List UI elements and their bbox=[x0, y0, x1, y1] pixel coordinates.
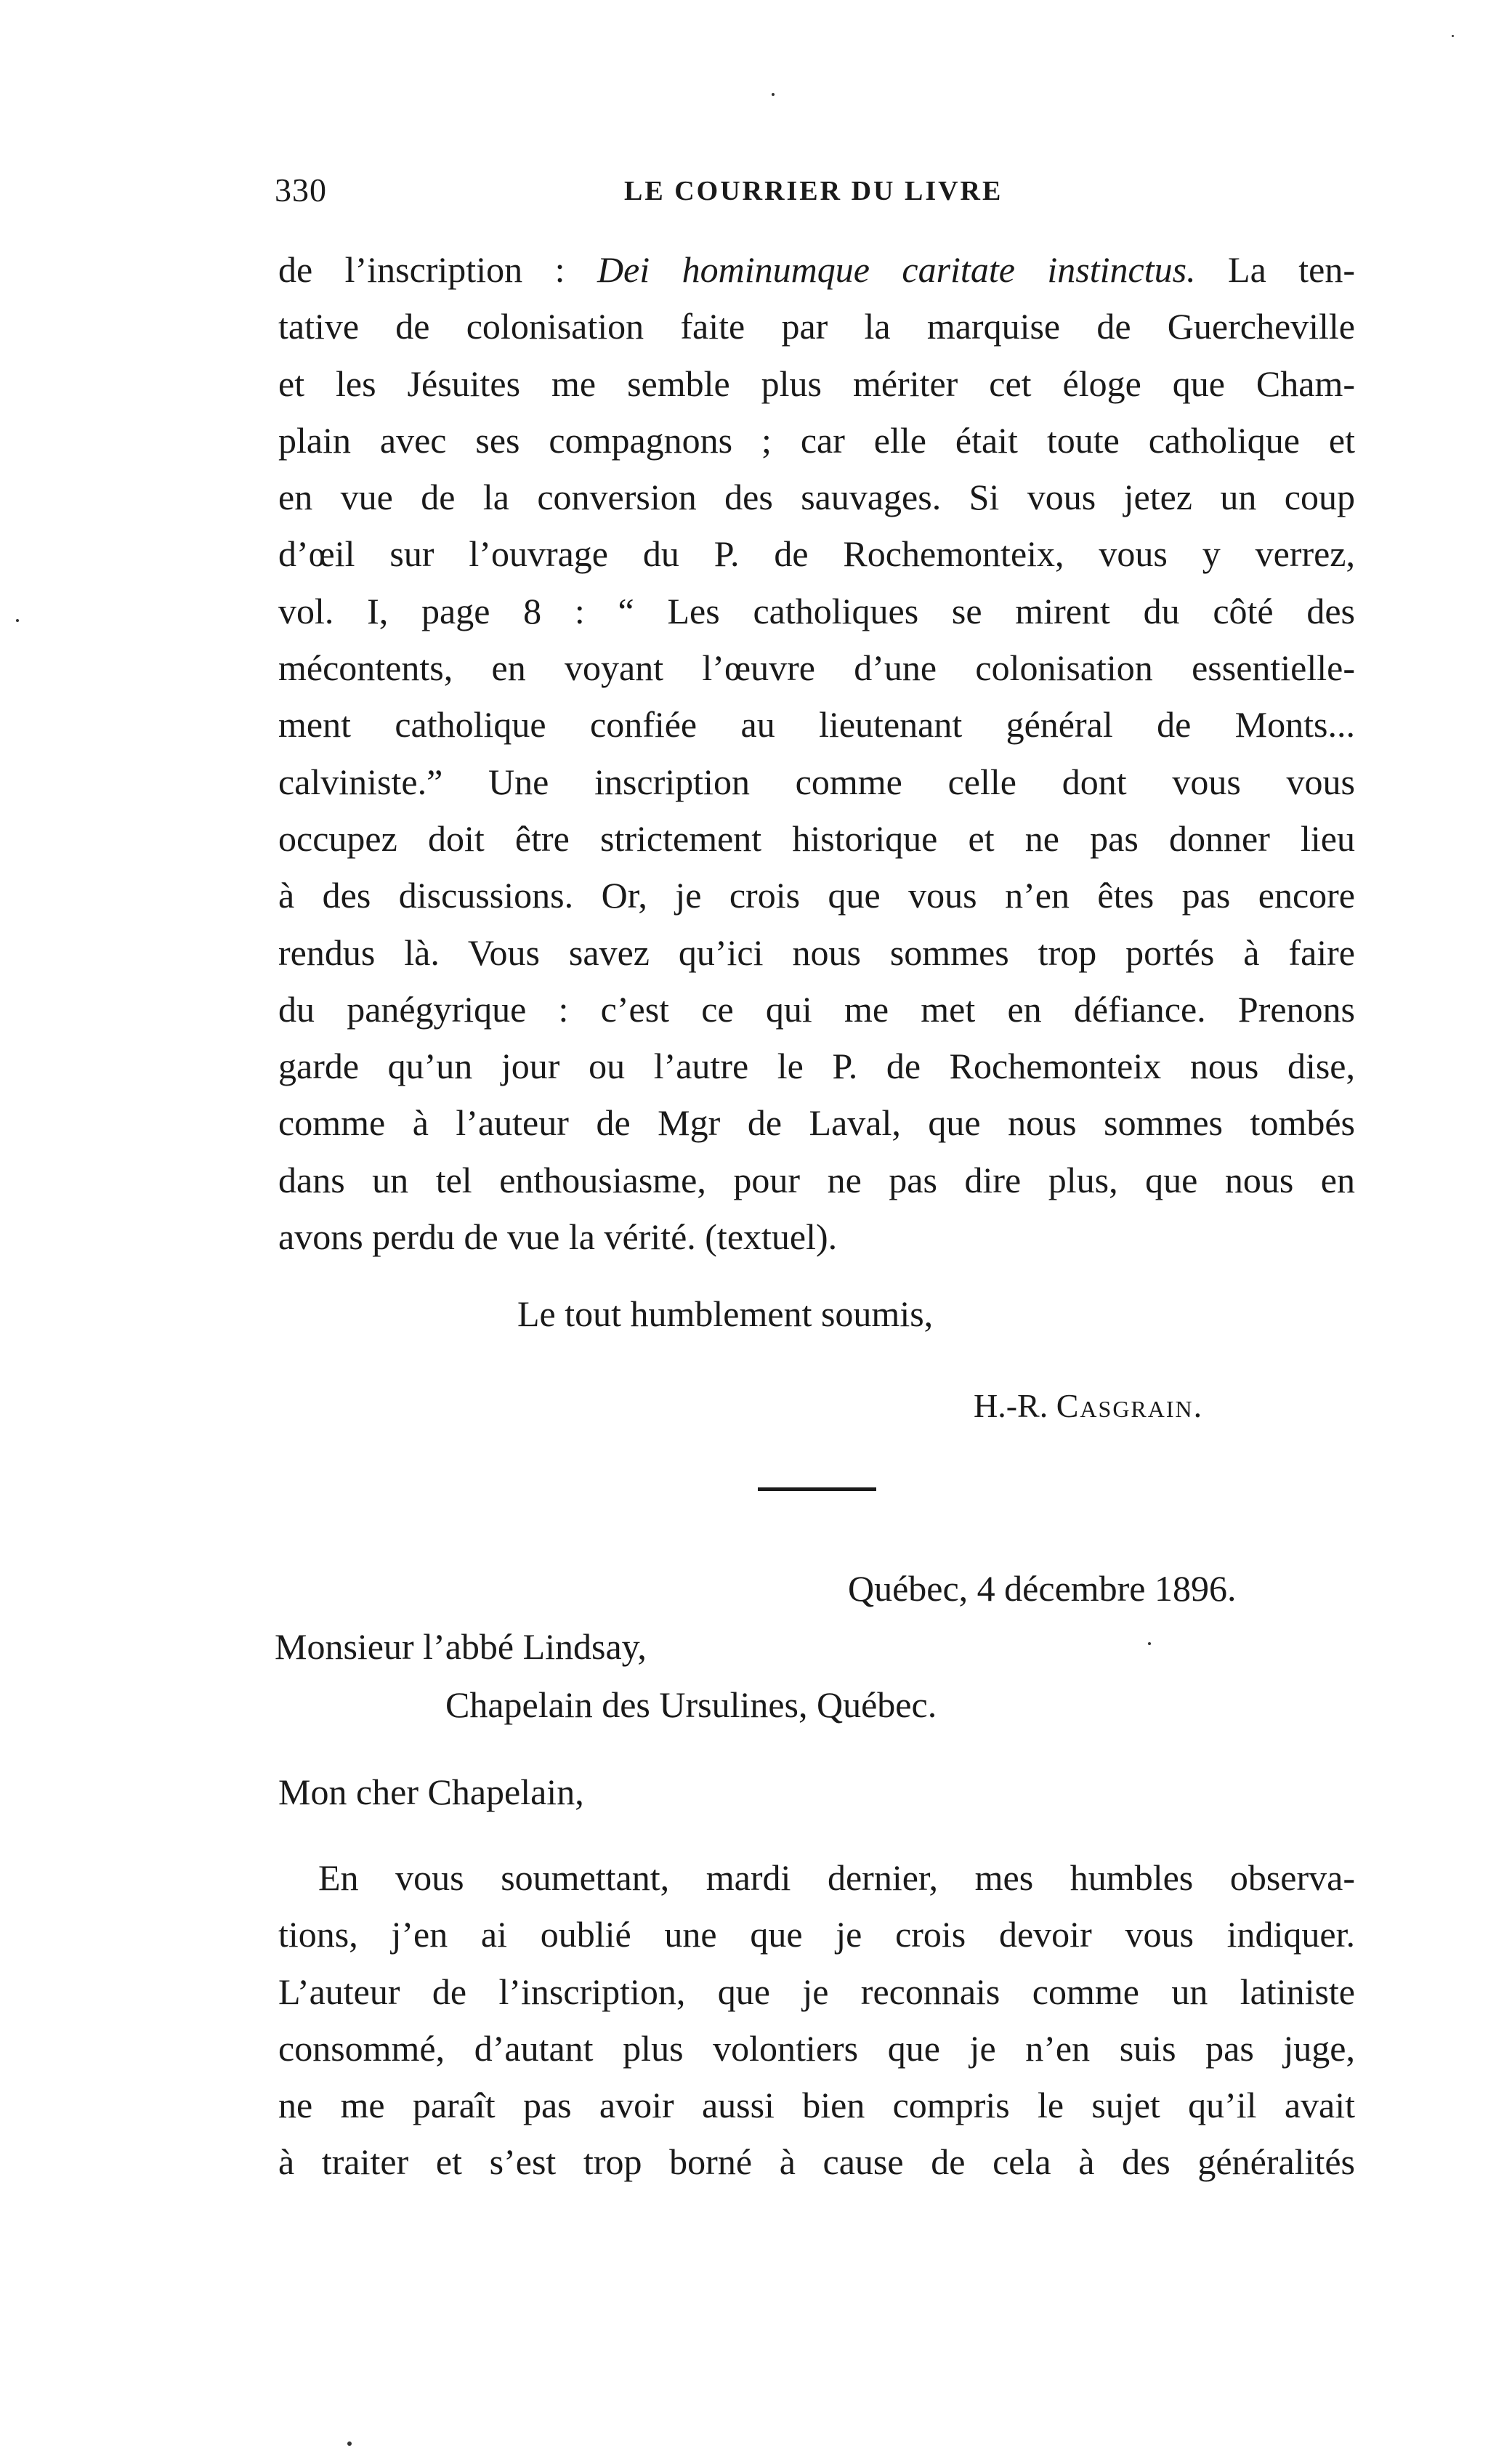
text-line bbox=[278, 754, 1355, 810]
text-line bbox=[278, 696, 1355, 753]
text-line bbox=[278, 1152, 1355, 1208]
closing-line: Le tout humblement soumis, bbox=[517, 1293, 934, 1334]
text-segment: en vue de la conversion des sauvages. Si vous jetez un coup bbox=[278, 477, 1355, 518]
text-line: En vous soumettant, mardi dernier, mes humbles observa- bbox=[318, 1857, 1355, 1898]
scan-speck bbox=[347, 2441, 352, 2446]
text-line: tions, j’en ai oublié une que je crois devoir vous indiquer. bbox=[278, 1914, 1355, 1955]
page-number: 330 bbox=[275, 171, 327, 209]
text-segment: rendus là. Vous savez qu’ici nous sommes trop portés à faire bbox=[278, 932, 1355, 973]
signature-initials: H.-R. bbox=[974, 1387, 1056, 1424]
paragraph-1 bbox=[278, 241, 1355, 1265]
letter-dateline: Québec, 4 décembre 1896. bbox=[848, 1568, 1237, 1609]
scan-speck bbox=[16, 619, 19, 622]
scan-speck bbox=[1148, 1642, 1151, 1645]
text-segment: garde qu’un jour ou l’autre le P. de Rochemonteix nous dise, bbox=[278, 1046, 1355, 1087]
text-line bbox=[278, 355, 1355, 412]
scan-speck bbox=[1452, 35, 1454, 37]
addressee-title: Chapelain des Ursulines, Québec. bbox=[445, 1684, 937, 1725]
text-segment: dans un tel enthousiasme, pour ne pas dire plus, que nous en bbox=[278, 1159, 1355, 1200]
text-segment: ment catholique confiée au lieutenant général de Monts... bbox=[278, 704, 1355, 746]
text-segment: plain avec ses compagnons ; car elle était toute catholique et bbox=[278, 419, 1355, 461]
text-segment: vol. I, page 8 : “ Les catholiques se mirent du côté des bbox=[278, 590, 1355, 631]
text-segment: mécontents, en voyant l’œuvre d’une colonisation essentielle- bbox=[278, 647, 1355, 689]
signature bbox=[974, 1386, 1203, 1425]
text-segment: du panégyrique : c’est ce qui me met en défiance. Prenons bbox=[278, 988, 1355, 1030]
section-divider-rule bbox=[758, 1487, 876, 1491]
text-line bbox=[278, 412, 1355, 469]
text-line bbox=[278, 241, 1355, 298]
paragraph-2 bbox=[278, 1849, 1355, 2191]
text-segment: de l’inscription : bbox=[278, 249, 597, 290]
text-line: ne me paraît pas avoir aussi bien compris le sujet qu’il avait bbox=[278, 2085, 1355, 2126]
text-segment: calviniste.” Une inscription comme celle dont vous vous bbox=[278, 761, 1355, 802]
text-line bbox=[278, 298, 1355, 355]
text-segment: d’œil sur l’ouvrage du P. de Rochemonteix, vous y verrez, bbox=[278, 533, 1355, 575]
addressee-name: Monsieur l’abbé Lindsay, bbox=[275, 1626, 647, 1667]
text-segment: à des discussions. Or, je crois que vous n’en êtes pas encore bbox=[278, 875, 1355, 916]
text-line bbox=[278, 1094, 1355, 1151]
text-segment: et les Jésuites me semble plus mériter cet éloge que Cham- bbox=[278, 363, 1355, 404]
page-header bbox=[275, 171, 1016, 214]
text-line bbox=[278, 525, 1355, 582]
text-line: à traiter et s’est trop borné à cause de cela à des généralités bbox=[278, 2141, 1355, 2183]
text-line bbox=[278, 981, 1355, 1038]
text-segment: occupez doit être strictement historique et ne pas donner lieu bbox=[278, 817, 1355, 859]
text-line bbox=[278, 867, 1355, 924]
signature-surname: Casgrain. bbox=[1056, 1387, 1204, 1424]
running-title: LE COURRIER DU LIVRE bbox=[624, 176, 1003, 206]
text-segment: avons perdu de vue la vérité. (textuel). bbox=[278, 1216, 838, 1258]
text-line bbox=[278, 924, 1355, 981]
text-segment: tative de colonisation faite par la marquise de Guercheville bbox=[278, 306, 1355, 347]
text-line bbox=[278, 1208, 1355, 1265]
text-line bbox=[278, 469, 1355, 525]
text-segment: comme à l’auteur de Mgr de Laval, que nous sommes tombés bbox=[278, 1102, 1355, 1144]
text-line: consommé, d’autant plus volontiers que je n’en suis pas juge, bbox=[278, 2027, 1355, 2069]
scan-speck bbox=[772, 93, 775, 96]
text-line bbox=[278, 583, 1355, 639]
salutation: Mon cher Chapelain, bbox=[278, 1772, 584, 1812]
text-segment: La ten- bbox=[1195, 249, 1356, 290]
text-line: L’auteur de l’inscription, que je reconnais comme un latiniste bbox=[278, 1971, 1355, 2012]
text-line bbox=[278, 810, 1355, 867]
text-line bbox=[278, 639, 1355, 696]
latin-inscription-quote: Dei hominumque caritate instinctus. bbox=[597, 249, 1196, 290]
text-line bbox=[278, 1038, 1355, 1094]
